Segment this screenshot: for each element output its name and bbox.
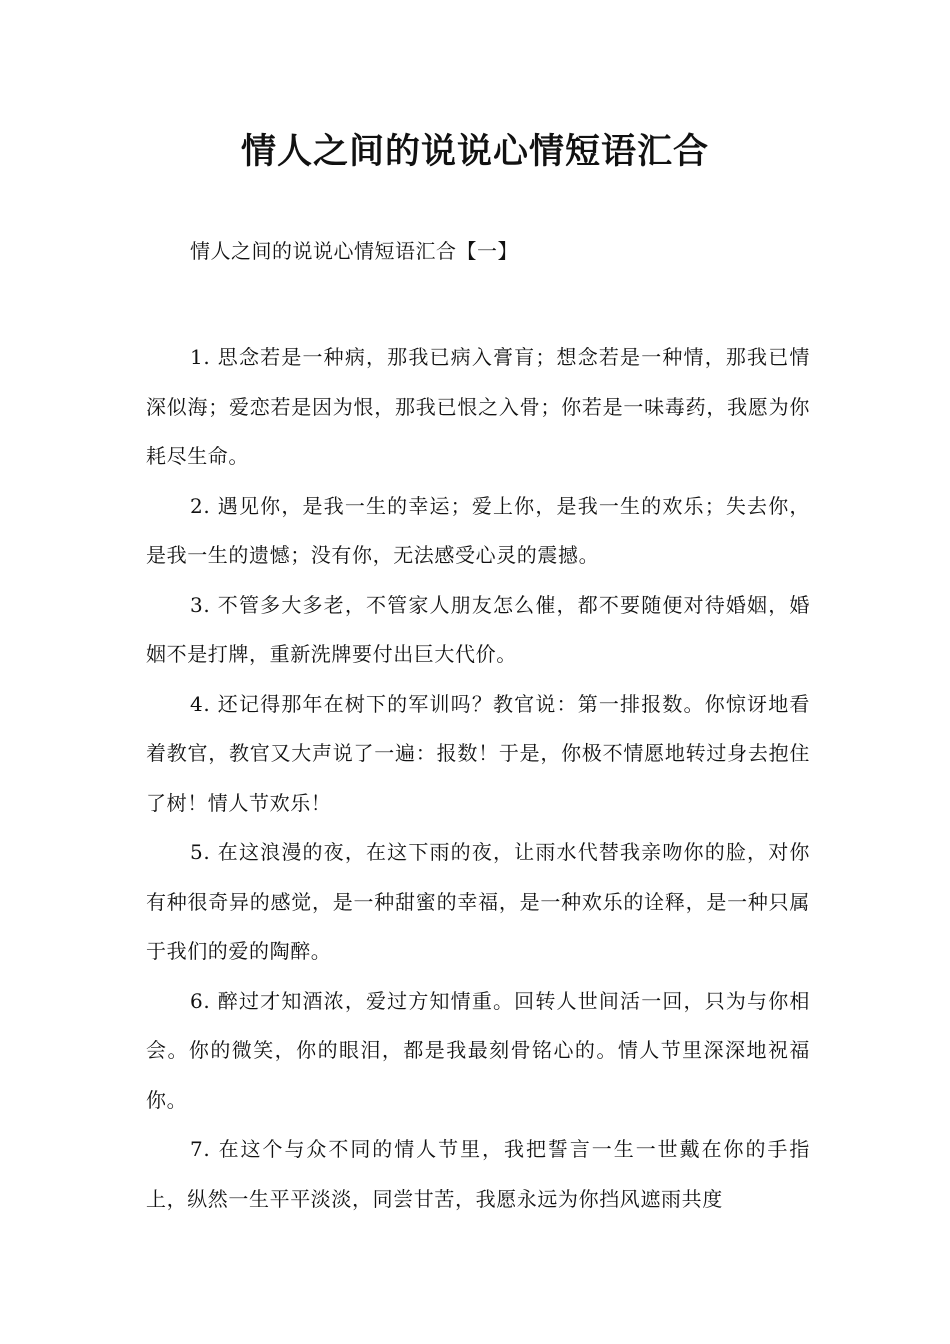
paragraph-5: 5. 在这浪漫的夜，在这下雨的夜，让雨水代替我亲吻你的脸，对你有种很奇异的感觉，是一种甜蜜的幸福，是一种欢乐的诠释，是一种只属于我们的爱的陶醉。 — [146, 840, 810, 963]
paragraph-6: 6. 醉过才知酒浓，爱过方知情重。回转人世间活一回，只为与你相会。你的微笑，你的眼泪，都是我最刻骨铭心的。情人节里深深地祝福你。 — [146, 988, 810, 1112]
document-body — [146, 333, 810, 1224]
document-title: 情人之间的说说心情短语汇合 — [240, 132, 709, 172]
paragraph-4: 4. 还记得那年在树下的军训吗？教官说：第一排报数。你惊讶地看着教官，教官又大声说了一遍：报数！于是，你极不情愿地转过身去抱住了树！情人节欢乐！ — [146, 691, 810, 815]
section-heading: 情人之间的说说心情短语汇合【一】 — [190, 239, 518, 263]
paragraph-1: 1. 思念若是一种病，那我已病入膏肓；想念若是一种情，那我已情深似海；爱恋若是因为恨，那我已恨之入骨；你若是一味毒药，我愿为你耗尽生命。 — [146, 345, 810, 468]
paragraph-3: 3. 不管多大多老，不管家人朋友怎么催，都不要随便对待婚姻，婚姻不是打牌，重新洗牌要付出巨大代价。 — [146, 592, 810, 666]
paragraph-2: 2. 遇见你，是我一生的幸运；爱上你，是我一生的欢乐；失去你，是我一生的遗憾；没有你，无法感受心灵的震撼。 — [146, 493, 810, 567]
paragraph-7: 7. 在这个与众不同的情人节里，我把誓言一生一世戴在你的手指上，纵然一生平平淡淡，同尝甘苦，我愿永远为你挡风遮雨共度 — [146, 1137, 810, 1211]
